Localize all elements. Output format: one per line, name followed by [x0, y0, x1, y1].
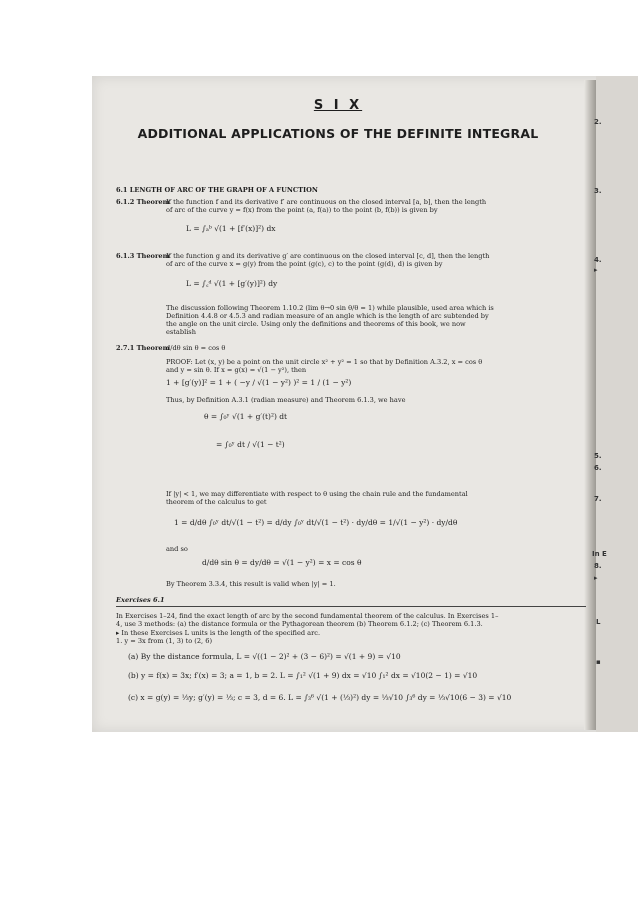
next-page-marker: ▸: [594, 266, 598, 274]
next-page-marker: 5.: [594, 452, 602, 460]
section-heading: 6.1 LENGTH OF ARC OF THE GRAPH OF A FUNCTION: [116, 186, 318, 194]
theorem-text: If the function f and its derivative f′ are continuous on the closed interval [a, b], then the length: [166, 198, 487, 206]
proof-text: If |y| < 1, we may differentiate with respect to θ using the chain rule and the fundamental: [166, 490, 468, 498]
discussion-text: The discussion following Theorem 1.10.2 (lim θ→0 sin θ/θ = 1) while plausible, used area which is: [166, 304, 494, 312]
discussion-text: the angle on the unit circle. Using only the definitions and theorems of this book, we now: [166, 320, 466, 328]
discussion-text: establish: [166, 328, 196, 336]
next-page-marker: In E: [592, 550, 607, 558]
arc-length-formula: L = ∫ₐᵇ √(1 + [f′(x)]²) dx: [186, 224, 276, 233]
theorem-label: 6.1.3 Theorem: [116, 252, 170, 260]
exercises-intro: In Exercises 1–24, find the exact length of arc by the second fundamental theorem of the calculus. In Exercises 1–: [116, 612, 499, 620]
theorem-statement: d/dθ sin θ = cos θ: [166, 344, 226, 352]
exercises-note: ▸ In these Exercises L units is the length of the specified arc.: [116, 629, 321, 637]
exercise-item: 1. y = 3x from (1, 3) to (2, 6): [116, 637, 213, 645]
next-page-marker: 8.: [594, 562, 602, 570]
theorem-label: 2.7.1 Theorem: [116, 344, 170, 352]
chapter-title: ADDITIONAL APPLICATIONS OF THE DEFINITE INTEGRAL: [137, 126, 539, 141]
exercises-heading: Exercises 6.1: [116, 596, 165, 604]
next-page-marker: 3.: [594, 187, 602, 195]
proof-equation: 1 + [g′(y)]² = 1 + ( −y / √(1 − y²) )² = 1 / (1 − y²): [166, 378, 352, 387]
proof-text: By Theorem 3.3.4, this result is valid when |y| = 1.: [166, 580, 336, 588]
proof-text: and so: [166, 545, 188, 553]
next-page-edge: [596, 76, 638, 732]
proof-text: theorem of the calculus to get: [166, 498, 267, 506]
discussion-text: Definition 4.4.8 or 4.5.3 and radian measure of an angle which is the length of arc subtended by: [166, 312, 489, 320]
arc-length-formula: L = ∫꜀ᵈ √(1 + [g′(y)]²) dy: [186, 279, 278, 288]
exercise-solution: (c) x = g(y) = ⅓y; g′(y) = ⅓; c = 3, d = 6. L = ∫₃⁶ √(1 + (⅓)²) dy = ⅓√10 ∫₃⁶ dy = ⅓√10(6 − 3) = √10: [128, 693, 512, 702]
next-page-marker: 7.: [594, 495, 602, 503]
proof-text: and y = sin θ. If x = g(x) = √(1 − y²), then: [166, 366, 307, 374]
next-page-marker: ▪: [596, 658, 601, 666]
exercises-intro: 4, use 3 methods: (a) the distance formula or the Pythagorean theorem (b) Theorem 6.1.2; (c) Theorem 6.1.3.: [116, 620, 483, 628]
exercise-solution: (a) By the distance formula, L = √((1 − 2)² + (3 − 6)²) = √(1 + 9) = √10: [128, 652, 401, 661]
theorem-text: If the function g and its derivative g′ are continuous on the closed interval [c, d], then the length: [166, 252, 490, 260]
theorem-text: of arc of the curve y = f(x) from the point (a, f(a)) to the point (b, f(b)) is given by: [166, 206, 438, 214]
theorem-text: of arc of the curve x = g(y) from the point (g(c), c) to the point (g(d), d) is given by: [166, 260, 443, 268]
proof-text: Thus, by Definition A.3.1 (radian measure) and Theorem 6.1.3, we have: [166, 396, 406, 404]
theorem-label: 6.1.2 Theorem: [116, 198, 170, 206]
next-page-marker: 6.: [594, 464, 602, 472]
next-page-marker: 2.: [594, 118, 602, 126]
section-divider: [116, 606, 586, 607]
proof-equation: θ = ∫₀ʸ √(1 + g′(t)²) dt: [204, 412, 288, 421]
page-gutter: [584, 80, 596, 730]
next-page-marker: ▸: [594, 574, 598, 582]
proof-equation: d/dθ sin θ = dy/dθ = √(1 − y²) = x = cos θ: [202, 558, 362, 567]
proof-equation: 1 = d/dθ ∫₀ʸ dt/√(1 − t²) = d/dy ∫₀ʸ dt/√(1 − t²) · dy/dθ = 1/√(1 − y²) · dy/dθ: [174, 518, 458, 527]
next-page-marker: L: [596, 618, 601, 626]
next-page-marker: 4.: [594, 256, 602, 264]
proof-equation: = ∫₀ʸ dt / √(1 − t²): [216, 440, 285, 449]
exercise-solution: (b) y = f(x) = 3x; f′(x) = 3; a = 1, b = 2. L = ∫₁² √(1 + 9) dx = √10 ∫₁² dx = √10(2 − 1) = √10: [128, 671, 478, 680]
chapter-number: S I X: [313, 98, 363, 113]
proof-text: PROOF: Let (x, y) be a point on the unit circle x² + y² = 1 so that by Definition A.3.2, x = cos θ: [166, 358, 483, 366]
